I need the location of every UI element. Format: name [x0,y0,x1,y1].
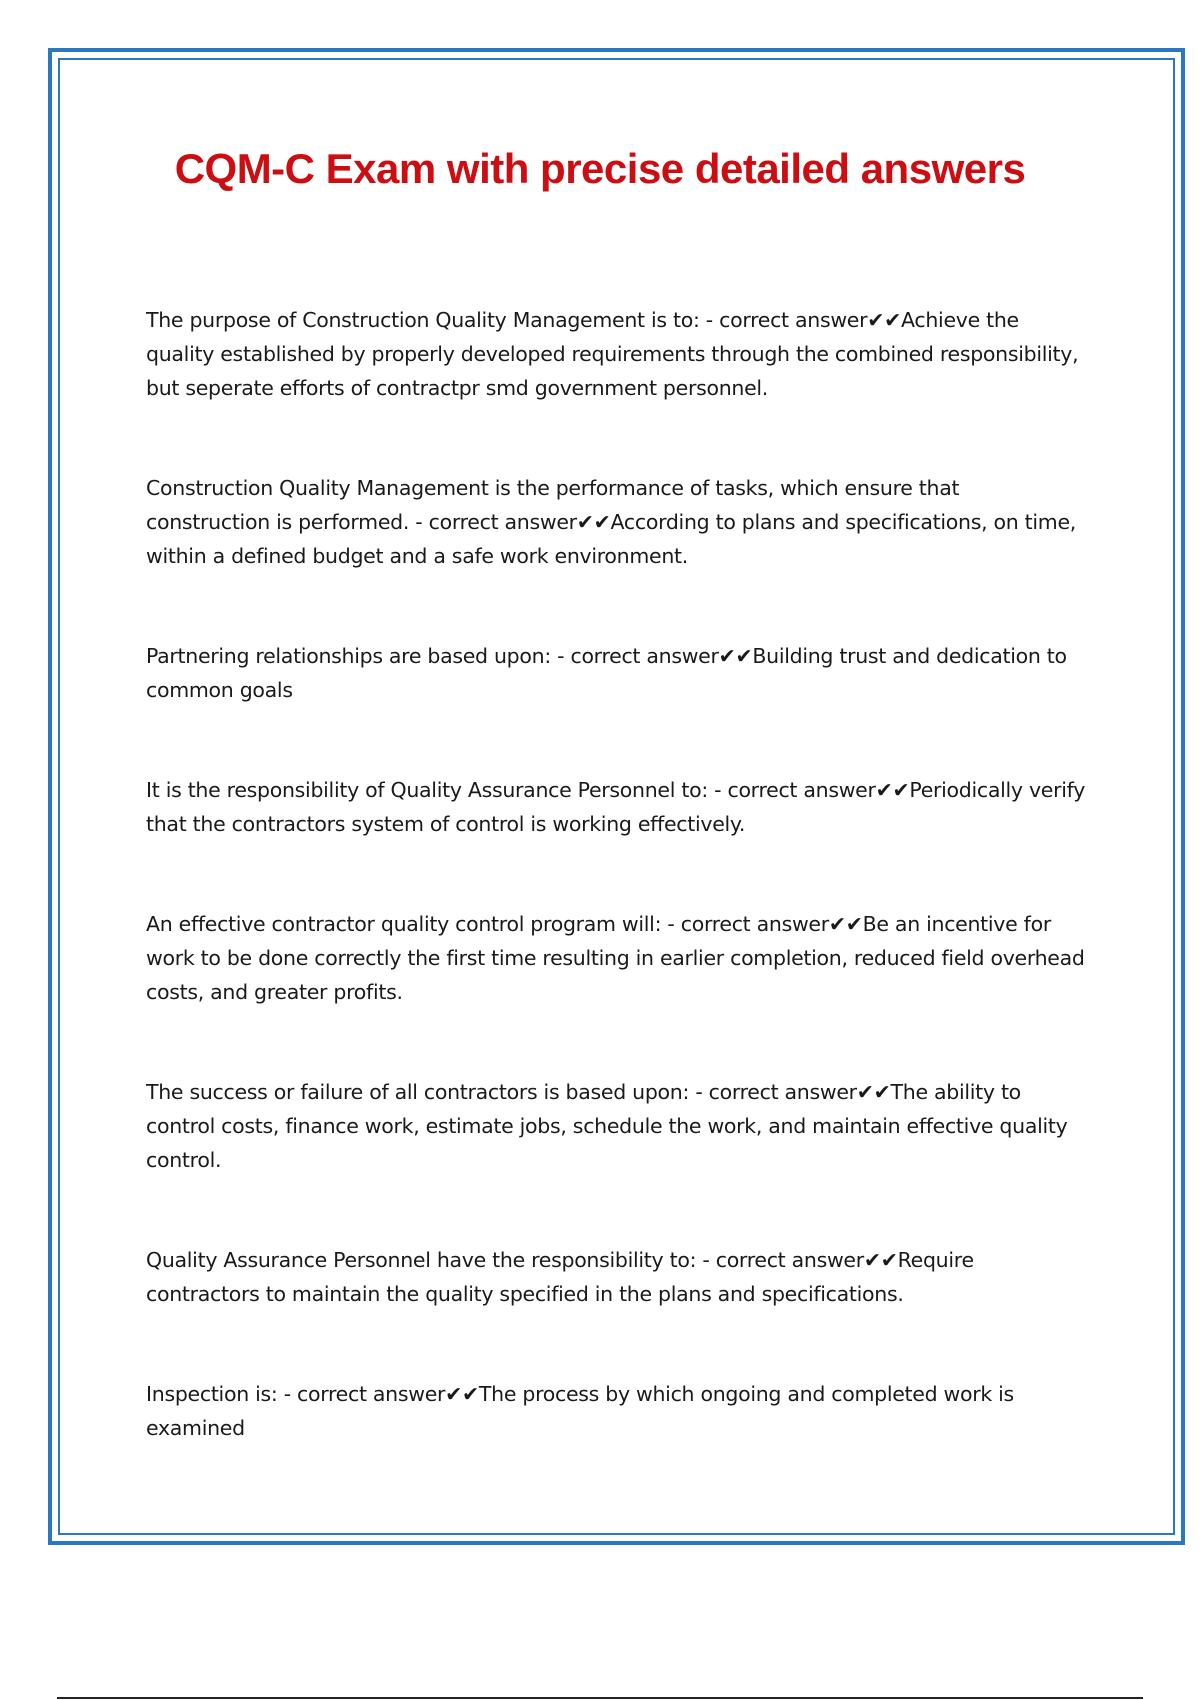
answer-label: correct answer [727,778,876,802]
check-marks-icon: ✔✔ [856,1080,891,1104]
qa-item [146,1243,1086,1311]
answer-text: Periodically verify that the contractors system of control is working effectively. [146,778,1086,836]
footer-divider [57,1697,1143,1699]
answer-label: correct answer [708,1080,857,1104]
check-marks-icon: ✔✔ [828,912,863,936]
qa-list [146,303,1086,1511]
qa-item [146,639,1086,707]
question-text: Inspection is: [146,1382,278,1406]
question-text: An effective contractor quality control program will: [146,912,662,936]
answer-label: correct answer [680,912,829,936]
qa-item [146,303,1086,405]
check-marks-icon: ✔✔ [875,778,910,802]
answer-separator: - [707,778,728,802]
qa-item [146,471,1086,573]
qa-item [146,773,1086,841]
answer-text: Be an incentive for work to be done correctly the first time resulting in earlier completion, reduced field overhead costs, and greater profits. [146,912,1085,1004]
answer-separator: - [689,1080,709,1104]
document-title: CQM-C Exam with precise detailed answers [174,145,1026,192]
answer-separator: - [550,644,571,668]
question-text: Construction Quality Management is the performance of tasks, which ensure that construction is performed. [146,476,960,534]
answer-text: According to plans and specifications, on time, within a defined budget and a safe work environment. [146,510,1076,568]
qa-item [146,1377,1086,1445]
answer-separator: - [696,1248,716,1272]
answer-label: correct answer [428,510,577,534]
answer-label: correct answer [715,1248,864,1272]
answer-text: Building trust and dedication to common goals [146,644,1067,702]
answer-text: Achieve the quality established by properly developed requirements through the combined responsibility, but seperate efforts of contractpr smd government personnel. [146,308,1079,400]
answer-separator: - [661,912,681,936]
question-text: Partnering relationships are based upon: [146,644,551,668]
question-text: It is the responsibility of Quality Assurance Personnel to: [146,778,708,802]
check-marks-icon: ✔✔ [718,644,753,668]
answer-label: correct answer [719,308,868,332]
question-text: Quality Assurance Personnel have the responsibility to: [146,1248,697,1272]
answer-text: Require contractors to maintain the quality specified in the plans and specifications. [146,1248,974,1306]
qa-item [146,907,1086,1009]
qa-item [146,1075,1086,1177]
check-marks-icon: ✔✔ [445,1382,479,1406]
answer-label: correct answer [570,644,719,668]
answer-text: The ability to control costs, finance work, estimate jobs, schedule the work, and maintain effective quality control. [146,1080,1068,1172]
answer-separator: - [699,308,720,332]
question-text: The purpose of Construction Quality Management is to: [146,308,700,332]
check-marks-icon: ✔✔ [867,308,902,332]
question-text: The success or failure of all contractors is based upon: [146,1080,690,1104]
check-marks-icon: ✔✔ [863,1248,898,1272]
check-marks-icon: ✔✔ [576,510,611,534]
answer-separator: - [277,1382,298,1406]
answer-separator: - [409,510,429,534]
answer-label: correct answer [297,1382,446,1406]
answer-text: The process by which ongoing and completed work is examined [146,1382,1014,1440]
